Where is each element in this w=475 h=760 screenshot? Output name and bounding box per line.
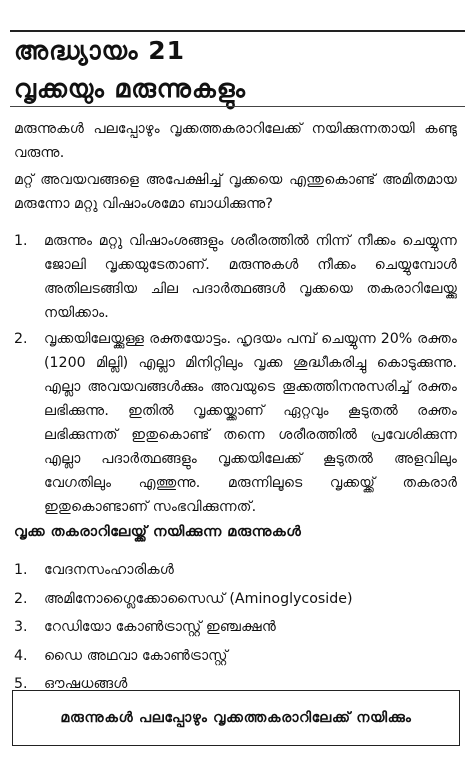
list-text: അമിനോഗ്ലൈക്കോസൈഡ് (Aminoglycoside) bbox=[44, 590, 353, 607]
question-paragraph: മറ്റ് അവയവങ്ങളെ അപേക്ഷിച്ച് വൃക്കയെ എന്തുകൊണ്ട് അമിതമായ മരുന്നോ മറ്റു വിഷാംശമോ ബാധിക്കുന്നു? bbox=[14, 172, 457, 212]
list-text: ഡൈ അഥവാ കോൺട്രാസ്റ്റ് bbox=[44, 647, 228, 664]
list-number: 2. bbox=[14, 590, 28, 607]
reason-number: 1. bbox=[14, 233, 28, 249]
drugs-list bbox=[14, 556, 353, 699]
intro-paragraph: മരുന്നുകൾ പലപ്പോഴും വൃക്കത്തകരാറിലേക്ക് നയിക്കുന്നതായി കണ്ടു വരുന്നു. bbox=[14, 121, 457, 161]
chapter-title: വൃക്കയും മരുന്നുകളും bbox=[14, 74, 247, 103]
list-item bbox=[14, 613, 353, 642]
drugs-heading: വൃക്ക തകരാറിലേയ്ക്ക് നയിക്കുന്ന മരുന്നുകൾ bbox=[14, 524, 302, 540]
top-rule bbox=[10, 30, 465, 32]
list-number: 5. bbox=[14, 676, 28, 692]
list-item bbox=[14, 556, 353, 585]
list-item bbox=[14, 642, 353, 671]
list-number: 3. bbox=[14, 619, 28, 635]
list-text: ഔഷധങ്ങൾ bbox=[44, 676, 128, 692]
reason-text: മരുന്നും മറ്റു വിഷാംശങ്ങളും ശരീരത്തിൽ നിന്ന് നീക്കം ചെയ്യുന്ന ജോലി വൃക്കയുടേതാണ്. മരുന്നുകൾ നീക്കം ചെയ്യുമ്പോൾ അതിലടങ്ങിയ ചില പദാർത്ഥങ്ങൾ വൃക്കയെ തകരാറിലേയ്ക്കു നയിക്കാം. bbox=[44, 233, 457, 321]
reason-number: 2. bbox=[14, 331, 28, 347]
callout-box bbox=[12, 690, 460, 746]
list-number: 1. bbox=[14, 562, 28, 578]
reason-text: വൃക്കയിലേയ്ക്കുള്ള രക്തയോട്ടം. ഹൃദയം പമ്പ് ചെയ്യുന്ന 20% രക്തം (1200 മില്ലി) എല്ലാ മിനിറ്റിലും വൃക്ക ശുദ്ധീകരിച്ചു കൊടുക്കുന്നു. എല്ലാ അവയവങ്ങൾക്കും അവയുടെ തൂക്കത്തിനനുസരിച്ച് രക്തം ലഭിക്കുന്നു. ഇതിൽ വൃക്കയ്ക്കാണ് ഏറ്റവും കൂടുതൽ രക്തം ലഭിക്കുന്നത് ഇതുകൊണ്ട് തന്നെ ശരീരത്തിൽ പ്രവേശിക്കുന്ന എല്ലാ പദാർത്ഥങ്ങളും വൃക്കയിലേക്ക് കൂടുതൽ അളവിലും വേഗതിലും എത്തുന്നു. മരുന്നിലൂടെ വൃക്കയ്ക്ക് തകരാർ ഇതുകൊണ്ടാണ് സംഭവിക്കുന്നത്. bbox=[44, 331, 457, 515]
reason-item bbox=[14, 327, 457, 519]
title-divider bbox=[10, 106, 465, 107]
list-number: 4. bbox=[14, 647, 28, 664]
list-text: റേഡിയോ കോൺട്രാസ്റ്റ് ഇഞ്ചക്ഷൻ bbox=[44, 619, 276, 635]
reason-item bbox=[14, 229, 457, 325]
list-text: വേദനസംഹാരികൾ bbox=[44, 562, 175, 578]
callout-text: മരുന്നുകൾ പലപ്പോഴും വൃക്കത്തകരാറിലേക്ക് നയിക്കും bbox=[60, 710, 412, 726]
chapter-number: അദ്ധ്യായം 21 bbox=[14, 36, 185, 65]
list-item bbox=[14, 585, 353, 614]
